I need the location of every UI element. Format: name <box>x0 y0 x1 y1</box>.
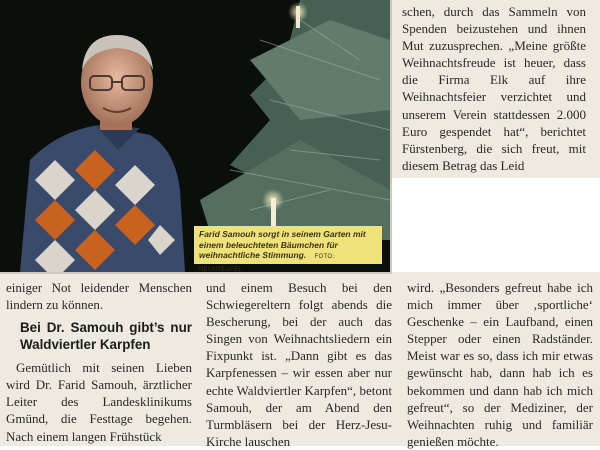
caption-text: Farid Samouh sorgt in seinem Garten mit einem beleuchteten Bäumchen für weihnachtliche Stimmung. <box>199 229 366 260</box>
article-column-3 <box>407 279 593 450</box>
body-paragraph: Gemütlich mit seinen Lieben wird Dr. Farid Samouh, ärztlicher Leiter des Landesklinikums Gmünd, die Festtage begehen. Nach einem langen Frühstück <box>6 360 192 444</box>
body-paragraph: und einem Besuch bei den Schwiegereltern folgt abends die Bescherung, bei der auch das Singen von Weihnachtsliedern ein Fixpunkt ist. „Dann gibt es das Karpfenessen – wir essen aber nur echte Waldviertler Karpfen“, betont Samouh, der am Abend den Turmbläsern bei der Herz-Jesu-Kirche lauschen <box>206 280 392 449</box>
photo-credit: FOTO: NEUNTEUFEL <box>199 254 335 273</box>
article-column-top-right <box>402 3 586 174</box>
article-column-1 <box>6 279 192 445</box>
subheading: Bei Dr. Samouh gibt’s nur Waldviertler Karpfen <box>20 320 192 353</box>
body-paragraph: wird. „Besonders gefreut habe ich mich immer über ‚sportliche‘ Geschenke – ein Laufband, einen Stepper oder einen Radständer. Meist war es so, dass ich mir etwas gewünscht hab, dann hab ich es bekommen und dann hab ich mich gefreut“, so der Mediziner, der Weihnachten ruhig und familiär genießen möchte. <box>407 280 593 449</box>
column-text: schen, durch das Sammeln von Spenden beizustehen und ihnen Mut zuzusprechen. „Meine größte Weihnachtsfreude ist heuer, dass die Firma Elk auf ihre Weihnachtsfeier verzichtet und unserem Verein stattdessen 2.000 Euro gespendet hat“, berichtet Fürstenberg, die sich freut, mit diesem Betrag das Leid <box>402 4 586 173</box>
article-column-2 <box>206 279 392 450</box>
lead-paragraph: einiger Not leidender Menschen lindern zu können. <box>6 280 192 313</box>
photo-caption <box>194 226 382 273</box>
article-photo <box>0 0 392 274</box>
